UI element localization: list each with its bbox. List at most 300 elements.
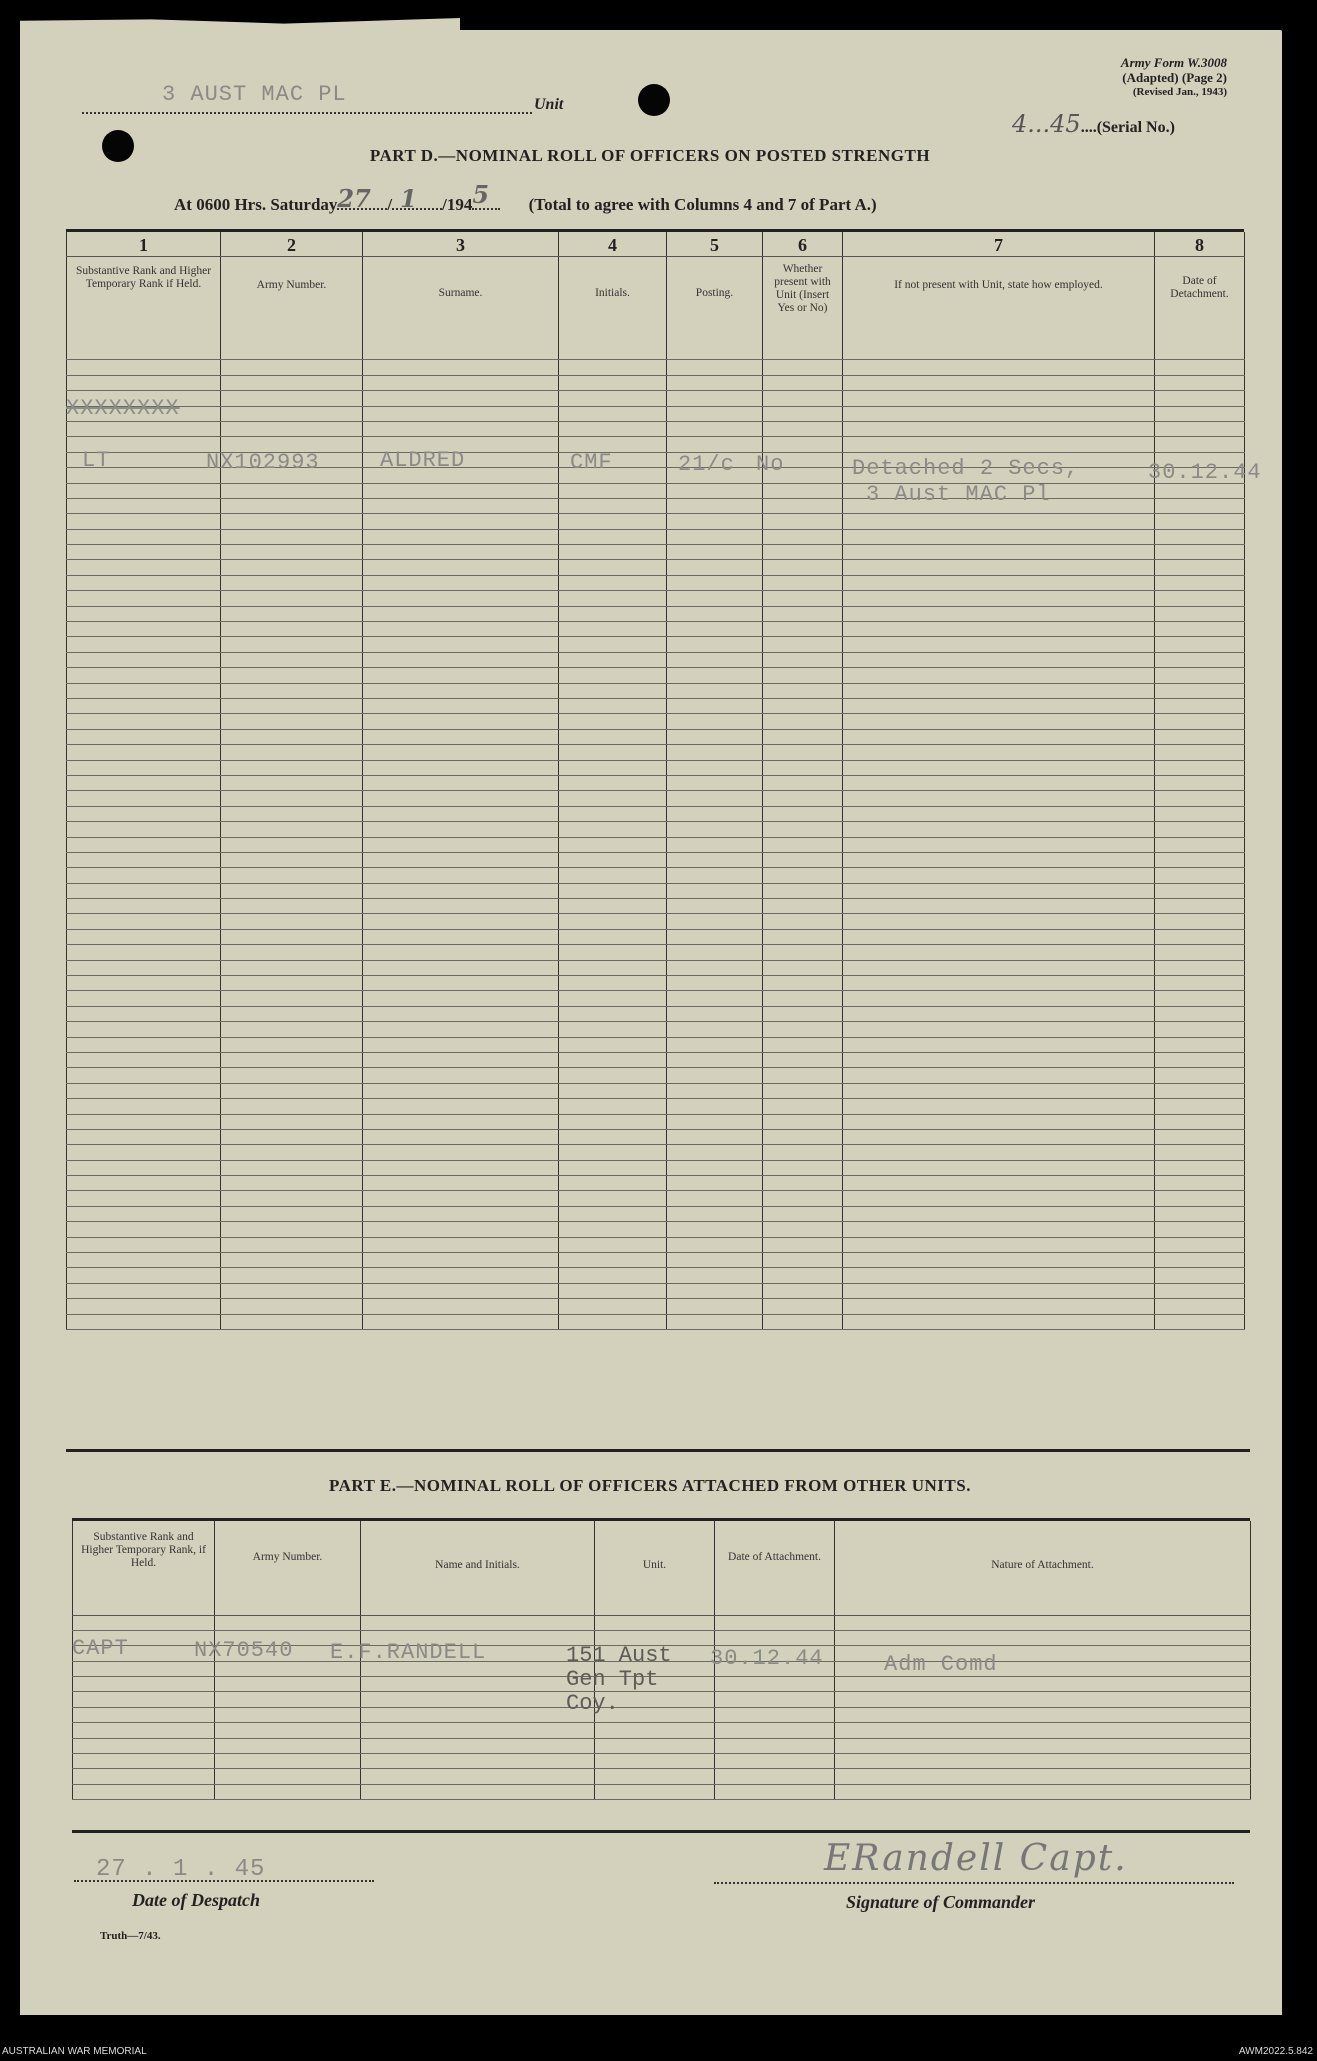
form-adapted: (Adapted) (Page 2) xyxy=(1122,70,1227,85)
table-cell xyxy=(835,1707,1251,1722)
table-cell xyxy=(763,745,843,760)
table-cell xyxy=(67,1129,221,1144)
table-cell xyxy=(221,1176,363,1191)
table-cell xyxy=(1155,652,1245,667)
table-cell xyxy=(67,345,221,360)
table-cell xyxy=(1155,606,1245,621)
struck-entry: XXXXXXXX xyxy=(66,396,180,421)
table-cell xyxy=(67,852,221,867)
table-cell xyxy=(843,545,1155,560)
table-cell xyxy=(843,668,1155,683)
table-cell xyxy=(843,1253,1155,1268)
table-cell xyxy=(1155,1068,1245,1083)
table-cell xyxy=(559,637,667,652)
table-cell xyxy=(667,1191,763,1206)
table-row xyxy=(67,498,1245,513)
table-cell xyxy=(559,976,667,991)
col-label-initials: Initials. xyxy=(559,257,667,345)
printer-mark: Truth—7/43. xyxy=(100,1930,161,1942)
table-cell xyxy=(67,668,221,683)
form-revised: (Revised Jan., 1943) xyxy=(1132,86,1227,98)
table-cell xyxy=(667,652,763,667)
table-cell xyxy=(221,991,363,1006)
e-col-label-attachment-date: Date of Attachment. xyxy=(715,1521,835,1615)
table-cell xyxy=(221,1068,363,1083)
table-cell xyxy=(559,529,667,544)
part-d-bottom-rule xyxy=(66,1449,1250,1452)
table-cell xyxy=(667,976,763,991)
table-row xyxy=(73,1615,1251,1630)
table-cell xyxy=(363,1022,559,1037)
table-cell xyxy=(763,698,843,713)
despatch-label: Date of Despatch xyxy=(132,1890,260,1910)
table-cell xyxy=(221,391,363,406)
table-row xyxy=(67,791,1245,806)
table-cell xyxy=(67,1052,221,1067)
table-cell xyxy=(667,714,763,729)
table-cell xyxy=(595,1754,715,1769)
table-cell xyxy=(559,899,667,914)
table-row xyxy=(67,698,1245,713)
e-entry-name: E.F.RANDELL xyxy=(330,1640,487,1665)
table-cell xyxy=(843,591,1155,606)
table-cell xyxy=(221,514,363,529)
table-cell xyxy=(763,1083,843,1098)
table-cell xyxy=(667,760,763,775)
table-cell xyxy=(1155,406,1245,421)
table-cell xyxy=(221,637,363,652)
table-cell xyxy=(363,1099,559,1114)
e-col-label-unit: Unit. xyxy=(595,1521,715,1615)
table-cell xyxy=(363,637,559,652)
table-cell xyxy=(67,683,221,698)
table-cell xyxy=(667,406,763,421)
table-cell xyxy=(763,1283,843,1298)
table-cell xyxy=(67,1206,221,1221)
table-cell xyxy=(67,637,221,652)
table-cell xyxy=(843,806,1155,821)
table-cell xyxy=(843,960,1155,975)
table-cell xyxy=(559,868,667,883)
table-cell xyxy=(67,1099,221,1114)
signature-label: Signature of Commander xyxy=(846,1892,1036,1912)
table-cell xyxy=(763,775,843,790)
despatch-line xyxy=(74,1858,374,1882)
table-cell xyxy=(667,1176,763,1191)
table-cell xyxy=(67,1176,221,1191)
table-cell xyxy=(361,1677,595,1692)
table-cell xyxy=(763,714,843,729)
table-cell xyxy=(667,1314,763,1329)
table-cell xyxy=(835,1754,1251,1769)
table-cell xyxy=(843,1129,1155,1144)
table-row xyxy=(67,575,1245,590)
table-cell xyxy=(835,1677,1251,1692)
table-row xyxy=(67,545,1245,560)
table-cell xyxy=(221,760,363,775)
table-cell xyxy=(67,498,221,513)
table-row xyxy=(67,1037,1245,1052)
table-cell xyxy=(221,668,363,683)
table-cell xyxy=(1155,745,1245,760)
table-cell xyxy=(215,1692,361,1707)
despatch-value: 27 . 1 . 45 xyxy=(96,1856,266,1883)
table-cell xyxy=(763,345,843,360)
table-cell xyxy=(363,575,559,590)
table-cell xyxy=(221,729,363,744)
date-year: 5 xyxy=(472,180,490,209)
table-cell xyxy=(67,929,221,944)
table-cell xyxy=(363,1191,559,1206)
entry-present: No xyxy=(756,452,785,477)
table-cell xyxy=(763,1129,843,1144)
table-cell xyxy=(559,606,667,621)
table-cell xyxy=(215,1769,361,1784)
table-cell xyxy=(559,1160,667,1175)
table-cell xyxy=(667,545,763,560)
table-cell xyxy=(67,529,221,544)
table-cell xyxy=(667,514,763,529)
table-row xyxy=(67,391,1245,406)
col-label-posting: Posting. xyxy=(667,257,763,345)
table-cell xyxy=(1155,1237,1245,1252)
table-cell xyxy=(559,668,667,683)
table-cell xyxy=(843,1068,1155,1083)
table-cell xyxy=(363,1129,559,1144)
table-cell xyxy=(1155,791,1245,806)
table-cell xyxy=(221,529,363,544)
table-cell xyxy=(221,606,363,621)
table-cell xyxy=(221,822,363,837)
table-cell xyxy=(559,683,667,698)
table-cell xyxy=(843,1283,1155,1298)
table-cell xyxy=(221,406,363,421)
col-num-5: 5 xyxy=(667,232,763,257)
table-cell xyxy=(843,1022,1155,1037)
table-cell xyxy=(843,899,1155,914)
table-cell xyxy=(1155,560,1245,575)
table-cell xyxy=(363,775,559,790)
table-cell xyxy=(1155,483,1245,498)
table-cell xyxy=(363,1237,559,1252)
table-cell xyxy=(221,698,363,713)
col-num-8: 8 xyxy=(1155,232,1245,257)
table-cell xyxy=(221,1268,363,1283)
table-cell xyxy=(363,976,559,991)
table-row xyxy=(67,560,1245,575)
table-cell xyxy=(363,1037,559,1052)
table-cell xyxy=(667,345,763,360)
table-cell xyxy=(667,914,763,929)
table-cell xyxy=(67,1160,221,1175)
table-cell xyxy=(667,822,763,837)
table-cell xyxy=(763,360,843,375)
table-row xyxy=(73,1769,1251,1784)
table-cell xyxy=(763,652,843,667)
col-num-1: 1 xyxy=(67,232,221,257)
table-row xyxy=(67,668,1245,683)
table-cell xyxy=(67,421,221,436)
table-row xyxy=(67,837,1245,852)
table-cell xyxy=(67,806,221,821)
table-cell xyxy=(73,1677,215,1692)
table-cell xyxy=(1155,1037,1245,1052)
table-cell xyxy=(1155,991,1245,1006)
table-cell xyxy=(843,1083,1155,1098)
entry-rank: LT xyxy=(82,448,111,473)
table-cell xyxy=(221,360,363,375)
table-cell xyxy=(667,745,763,760)
table-cell xyxy=(67,868,221,883)
table-cell xyxy=(363,498,559,513)
table-cell xyxy=(715,1630,835,1645)
table-cell xyxy=(843,1114,1155,1129)
table-cell xyxy=(763,545,843,560)
table-cell xyxy=(363,914,559,929)
table-cell xyxy=(843,560,1155,575)
table-cell xyxy=(667,868,763,883)
table-cell xyxy=(843,698,1155,713)
table-cell xyxy=(67,560,221,575)
table-cell xyxy=(1155,345,1245,360)
table-cell xyxy=(559,514,667,529)
table-cell xyxy=(763,868,843,883)
table-cell xyxy=(667,1099,763,1114)
table-cell xyxy=(843,1006,1155,1021)
table-cell xyxy=(1155,1299,1245,1314)
table-cell xyxy=(843,1206,1155,1221)
table-cell xyxy=(221,868,363,883)
e-entry-army-number: NX70540 xyxy=(194,1638,294,1663)
table-cell xyxy=(667,991,763,1006)
table-cell xyxy=(221,622,363,637)
table-cell xyxy=(221,1314,363,1329)
table-cell xyxy=(1155,1114,1245,1129)
table-cell xyxy=(843,1160,1155,1175)
col-label-surname: Surname. xyxy=(363,257,559,345)
table-row xyxy=(67,683,1245,698)
table-cell xyxy=(363,1268,559,1283)
table-cell xyxy=(843,1299,1155,1314)
table-cell xyxy=(221,899,363,914)
table-cell xyxy=(1155,391,1245,406)
table-cell xyxy=(763,560,843,575)
table-cell xyxy=(363,391,559,406)
table-cell xyxy=(763,945,843,960)
table-cell xyxy=(67,698,221,713)
table-cell xyxy=(221,1114,363,1129)
table-cell xyxy=(763,437,843,452)
table-cell xyxy=(559,591,667,606)
table-cell xyxy=(1155,883,1245,898)
table-cell xyxy=(559,914,667,929)
table-cell xyxy=(361,1707,595,1722)
table-cell xyxy=(843,406,1155,421)
table-cell xyxy=(843,606,1155,621)
table-cell xyxy=(715,1677,835,1692)
table-cell xyxy=(763,729,843,744)
table-cell xyxy=(763,1268,843,1283)
table-cell xyxy=(559,1299,667,1314)
table-cell xyxy=(363,1160,559,1175)
table-cell xyxy=(667,575,763,590)
table-cell xyxy=(1155,360,1245,375)
table-cell xyxy=(559,1068,667,1083)
e-entry-nature: Adm Comd xyxy=(884,1652,998,1677)
table-cell xyxy=(763,991,843,1006)
table-cell xyxy=(843,1052,1155,1067)
table-cell xyxy=(363,652,559,667)
table-row xyxy=(67,868,1245,883)
table-cell xyxy=(763,483,843,498)
table-cell xyxy=(67,991,221,1006)
table-cell xyxy=(763,1206,843,1221)
entry-army-number: NX102993 xyxy=(206,450,320,475)
table-cell xyxy=(363,1253,559,1268)
table-row xyxy=(67,360,1245,375)
table-cell xyxy=(215,1738,361,1753)
table-cell xyxy=(559,652,667,667)
table-cell xyxy=(363,899,559,914)
table-cell xyxy=(363,668,559,683)
table-cell xyxy=(715,1723,835,1738)
table-row xyxy=(73,1738,1251,1753)
table-cell xyxy=(67,514,221,529)
table-cell xyxy=(221,1283,363,1298)
table-cell xyxy=(363,560,559,575)
table-cell xyxy=(667,1068,763,1083)
table-cell xyxy=(363,1052,559,1067)
table-cell xyxy=(715,1707,835,1722)
part-d-title: PART D.—NOMINAL ROLL OF OFFICERS ON POSTED STRENGTH xyxy=(369,146,931,165)
table-cell xyxy=(763,391,843,406)
table-cell xyxy=(559,421,667,436)
table-cell xyxy=(67,960,221,975)
form-number: Army Form W.3008 xyxy=(1120,55,1227,70)
entry-posting: 21/c xyxy=(678,452,735,477)
table-row xyxy=(67,1206,1245,1221)
entry-employment-line1: Detached 2 Secs, xyxy=(852,456,1080,481)
table-cell xyxy=(763,1145,843,1160)
table-cell xyxy=(363,683,559,698)
table-cell xyxy=(363,960,559,975)
table-cell xyxy=(363,545,559,560)
table-cell xyxy=(67,1222,221,1237)
e-entry-unit-line2: Gen Tpt xyxy=(566,1667,659,1692)
table-row xyxy=(67,622,1245,637)
table-cell xyxy=(667,1299,763,1314)
table-cell xyxy=(667,529,763,544)
table-cell xyxy=(763,375,843,390)
table-cell xyxy=(67,775,221,790)
table-cell xyxy=(221,652,363,667)
table-cell xyxy=(363,406,559,421)
table-row xyxy=(67,1314,1245,1329)
table-cell xyxy=(1155,976,1245,991)
col-label-detachment-date: Date of Detachment. xyxy=(1155,257,1245,345)
table-cell xyxy=(667,791,763,806)
table-cell xyxy=(763,1022,843,1037)
e-col-label-army-number: Army Number. xyxy=(215,1521,361,1615)
table-row xyxy=(67,760,1245,775)
table-cell xyxy=(363,1145,559,1160)
table-row xyxy=(67,1222,1245,1237)
table-cell xyxy=(221,1206,363,1221)
table-cell xyxy=(843,1268,1155,1283)
signature-line xyxy=(714,1838,1234,1884)
table-cell xyxy=(221,714,363,729)
table-cell xyxy=(667,729,763,744)
table-cell xyxy=(221,683,363,698)
table-cell xyxy=(363,837,559,852)
table-cell xyxy=(763,960,843,975)
part-d-date-line: At 0600 Hrs. Saturday 27 / 1 /194 5 (Total to agree with Columns 4 and 7 of Part A.) xyxy=(174,180,877,214)
table-cell xyxy=(843,976,1155,991)
table-cell xyxy=(1155,683,1245,698)
table-cell xyxy=(363,1206,559,1221)
table-cell xyxy=(221,560,363,575)
table-cell xyxy=(843,683,1155,698)
serial-number xyxy=(1012,110,1175,138)
table-row xyxy=(67,1176,1245,1191)
table-row xyxy=(67,1191,1245,1206)
table-cell xyxy=(559,991,667,1006)
table-row xyxy=(67,1114,1245,1129)
table-row xyxy=(67,960,1245,975)
table-cell xyxy=(363,806,559,821)
table-cell xyxy=(67,899,221,914)
table-cell xyxy=(363,991,559,1006)
table-cell xyxy=(363,591,559,606)
e-col-label-nature: Nature of Attachment. xyxy=(835,1521,1251,1615)
table-cell xyxy=(559,822,667,837)
table-cell xyxy=(67,976,221,991)
table-row xyxy=(67,1099,1245,1114)
table-row xyxy=(67,775,1245,790)
table-cell xyxy=(67,822,221,837)
table-cell xyxy=(763,421,843,436)
table-cell xyxy=(1155,729,1245,744)
table-cell xyxy=(595,1769,715,1784)
torn-edge xyxy=(20,18,460,32)
table-cell xyxy=(221,1145,363,1160)
table-cell xyxy=(1155,1314,1245,1329)
table-cell xyxy=(763,929,843,944)
table-cell xyxy=(363,606,559,621)
table-row xyxy=(67,729,1245,744)
table-cell xyxy=(363,791,559,806)
table-cell xyxy=(667,1237,763,1252)
table-cell xyxy=(73,1769,215,1784)
e-col-label-name: Name and Initials. xyxy=(361,1521,595,1615)
table-cell xyxy=(667,1145,763,1160)
table-cell xyxy=(1155,852,1245,867)
part-e-bottom-rule xyxy=(72,1830,1250,1833)
table-cell xyxy=(221,1222,363,1237)
table-cell xyxy=(221,545,363,560)
table-cell xyxy=(221,1191,363,1206)
table-cell xyxy=(559,483,667,498)
table-cell xyxy=(763,791,843,806)
table-cell xyxy=(363,883,559,898)
table-cell xyxy=(559,1268,667,1283)
table-cell xyxy=(559,1099,667,1114)
commander-signature: ERandell Capt. xyxy=(824,1838,1128,1879)
archive-credit-left: AUSTRALIAN WAR MEMORIAL xyxy=(2,2046,147,2057)
table-cell xyxy=(843,929,1155,944)
table-cell xyxy=(843,883,1155,898)
table-cell xyxy=(67,1299,221,1314)
